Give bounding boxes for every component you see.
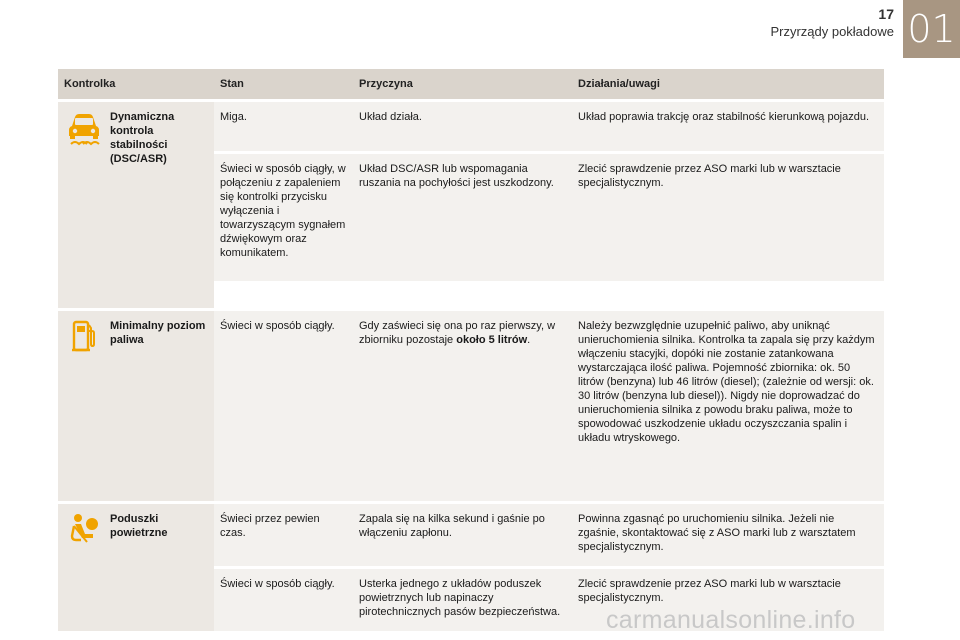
cell-stan: Świeci w sposób ciągły. [220,320,335,332]
cell-dzialania: Powinna zgasnąć po uruchomieniu silnika. Jeżeli nie zgaśnie, skontaktować się z ASO marki lub z warsztatem specjalistycznym. [578,513,856,553]
table-row [214,311,884,501]
table-row [214,102,884,151]
table-group-fuel [58,311,884,501]
page-number: 17 [878,6,894,22]
warning-lights-table [58,69,884,631]
cell-przyczyna-end: . [527,334,531,346]
cell-stan: Świeci w sposób ciągły. [220,578,335,590]
column-header-kontrolka: Kontrolka [64,78,116,90]
cell-przyczyna: Układ DSC/ASR lub wspomagania ruszania na pochyłości jest uszkodzony. [359,163,554,189]
table-group-dsc [58,102,884,308]
group-label-cell [58,311,214,501]
cell-dzialania: Należy bezwzględnie uzupełnić paliwo, aby uniknąć unieruchomienia silnika. Kontrolka ta zapala się przy każdym włączeniu stacyjki, dopóki nie zostanie zatankowana wystarczająca ilość paliwa. Pojemność zbiornika: ok. 50 litrów (benzyna) lub 46 litrów (diesel); (zależnie od wersji: ok. 30 litrów (benzyna lub diesel)). Nigdy nie doprowadzać do unieruchomienia silnika z powodu braku paliwa, może to spowodować uszkodzenie układu oczyszczania spalin i układu wtryskowego. [578,320,875,444]
cell-dzialania: Układ poprawia trakcję oraz stabilność kierunkową pojazdu. [578,111,870,123]
group-label-cell [58,504,214,631]
cell-przyczyna-bold: około 5 litrów [456,334,528,346]
group-label-cell [58,102,214,308]
table-row [214,504,884,566]
airbag-icon [62,512,106,548]
column-header-stan: Stan [220,78,244,90]
watermark: carmanualsonline.info [606,606,856,634]
cell-stan: Świeci przez pewien czas. [220,513,320,539]
cell-stan: Świeci w sposób ciągły, w połączeniu z zapaleniem się kontrolki przycisku wyłączenia i towarzyszącym sygnałem dźwiękowym oraz komunikatem. [220,163,346,259]
cell-przyczyna-text: Gdy zaświeci się ona po raz pierwszy, w zbiorniku pozostaje [359,320,556,346]
table-header [58,69,884,99]
section-title: Przyrządy pokładowe [770,24,894,39]
cell-przyczyna [353,311,572,501]
fuel-pump-icon [62,319,106,355]
cell-przyczyna: Układ działa. [359,111,422,123]
cell-dzialania: Zlecić sprawdzenie przez ASO marki lub w warsztacie specjalistycznym. [578,578,841,604]
column-header-przyczyna: Przyczyna [359,78,413,90]
cell-stan: Miga. [220,111,247,123]
group-name-dsc: Dynamiczna kontrola stabilności (DSC/ASR) [110,111,175,165]
chapter-tab: 01 [903,0,960,58]
dsc-skid-icon [62,110,106,146]
cell-przyczyna: Zapala się na kilka sekund i gaśnie po włączeniu zapłonu. [359,513,545,539]
table-row [214,154,884,281]
cell-przyczyna: Usterka jednego z układów poduszek powietrznych lub napinaczy pirotechnicznych pasów bezpieczeństwa. [359,578,561,618]
cell-dzialania: Zlecić sprawdzenie przez ASO marki lub w warsztacie specjalistycznym. [578,163,841,189]
column-header-dzialania: Działania/uwagi [578,78,660,90]
group-name-airbags: Poduszki powietrzne [110,513,168,539]
group-name-fuel: Minimalny poziom paliwa [110,320,206,346]
